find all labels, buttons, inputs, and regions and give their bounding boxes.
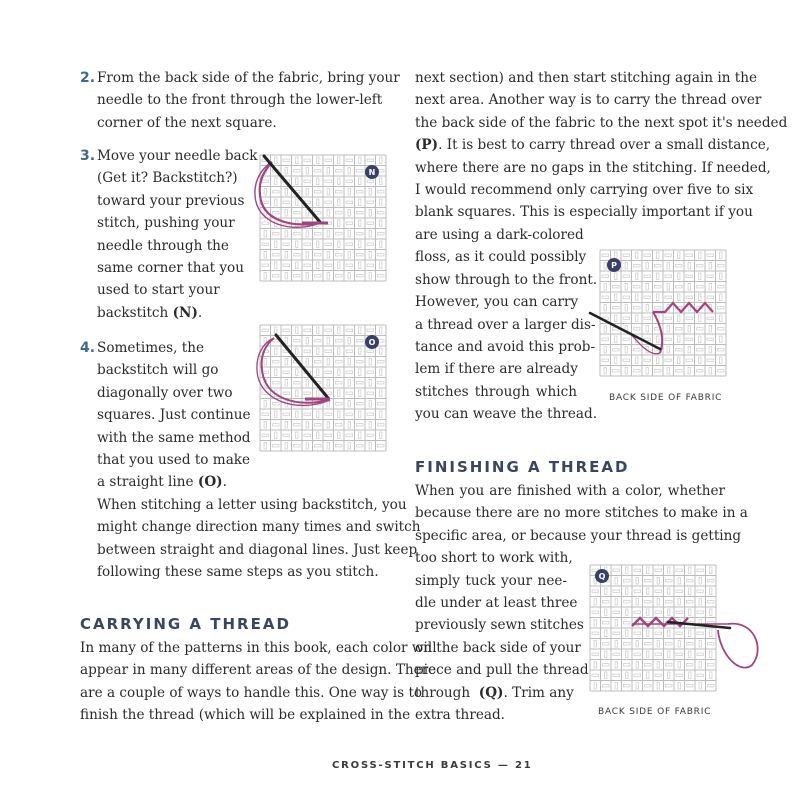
body-line: on the back side of your <box>415 639 581 656</box>
body-line: In many of the patterns in this book, each color will <box>80 640 437 656</box>
body-line: the back side of the fabric to the next spot it's needed <box>415 114 788 131</box>
step-text-line: used to start your <box>97 282 220 299</box>
step-text-line: that you used to make <box>97 452 251 468</box>
figure-caption: BACK SIDE OF FABRIC <box>609 393 723 403</box>
figure-o-illustration <box>250 320 400 480</box>
body-line: However, you can carry <box>415 294 579 311</box>
figure-caption: BACK SIDE OF FABRIC <box>598 707 712 717</box>
figure-ref: (Q) <box>478 684 504 701</box>
body-line: floss, as it could possibly <box>415 249 587 266</box>
step-text-line: same corner that you <box>97 260 244 276</box>
step-number: 4. <box>80 340 96 356</box>
body-line: next area. Another way is to carry the thread over <box>415 92 762 109</box>
step-text-line: needle through the <box>97 237 229 254</box>
section-heading-finishing: FINISHING A THREAD <box>415 458 630 476</box>
body-line: where there are no gaps in the stitching. If needed, <box>415 159 771 176</box>
body-line: a thread over a larger dis- <box>415 316 596 333</box>
figure-label: P <box>611 261 617 270</box>
body-line: through (Q). Trim any <box>415 684 574 701</box>
figure-ref: (O) <box>197 474 223 491</box>
step-text-line: squares. Just continue <box>97 407 251 424</box>
step-text-line: needle to the front through the lower-left <box>97 92 383 109</box>
figure-ref: (N) <box>172 304 198 321</box>
body-line: (P). It is best to carry thread over a small distance, <box>415 137 771 154</box>
step-text-line: backstitch (N). <box>97 304 203 321</box>
step-text-line: (Get it? Backstitch?) <box>97 170 238 187</box>
body-line: next section) and then start stitching again in the <box>415 70 758 86</box>
step-number: 2. <box>80 70 96 86</box>
body-line: because there are no more stitches to make in a <box>415 505 748 522</box>
step-text-line: toward your previous <box>97 192 245 209</box>
body-line: finish the thread (which will be explained in the <box>80 707 411 724</box>
step-text-line: From the back side of the fabric, bring your <box>97 70 400 86</box>
body-line: are using a dark-colored <box>415 227 584 243</box>
body-line: appear in many different areas of the design. There <box>80 662 437 679</box>
page-footer: CROSS-STITCH BASICS — 21 <box>332 760 533 771</box>
section-heading-carrying: CARRYING A THREAD <box>80 615 291 633</box>
step-text-line: Move your needle back <box>97 148 258 164</box>
step-text-line: between straight and diagonal lines. Just keep <box>97 541 418 558</box>
body-line: show through to the front. <box>415 271 598 288</box>
body-line: lem if there are already <box>415 361 578 378</box>
thread-loop <box>718 624 758 668</box>
body-line: specific area, or because your thread is getting <box>415 527 742 544</box>
step-text-line: stitch, pushing your <box>97 215 235 232</box>
figure-ref: (P) <box>415 137 439 154</box>
step-text-line: Sometimes, the <box>97 340 205 356</box>
body-line: too short to work with, <box>415 550 573 567</box>
step-text-line: backstitch will go <box>97 362 219 379</box>
body-line: dle under at least three <box>415 595 578 611</box>
figure-label: Q <box>598 572 606 581</box>
body-line: piece and pull the thread <box>415 662 589 679</box>
body-line: When you are finished with a color, whether <box>415 483 725 499</box>
body-line: previously sewn stitches <box>415 617 584 634</box>
body-line: tance and avoid this prob- <box>415 339 596 355</box>
body-line: are a couple of ways to handle this. One way is to <box>80 684 423 701</box>
step-text-line: might change direction many times and switch <box>97 519 421 536</box>
figure-n-illustration <box>250 150 400 300</box>
figure-p-illustration <box>585 245 745 390</box>
step-text-line: a straight line (O). <box>97 474 227 491</box>
body-line: blank squares. This is especially important if you <box>415 204 753 221</box>
figure-q-illustration <box>580 560 770 705</box>
body-line: you can weave the thread. <box>415 406 598 423</box>
step-number: 3. <box>80 148 96 164</box>
body-line: simply tuck your nee- <box>415 572 567 589</box>
body-line: I would recommend only carrying over five to six <box>415 182 754 198</box>
step-text-line: When stitching a letter using backstitch, you <box>97 496 407 513</box>
figure-label: N <box>368 168 376 177</box>
fabric-grid <box>590 565 716 691</box>
body-line: extra thread. <box>415 707 505 723</box>
figure-label: O <box>368 338 376 347</box>
body-line: stitches through which <box>415 383 577 400</box>
step-text-line: corner of the next square. <box>97 114 277 131</box>
step-text-line: following these same steps as you stitch. <box>97 564 379 580</box>
step-text-line: with the same method <box>97 429 251 446</box>
step-text-line: diagonally over two <box>97 384 233 401</box>
